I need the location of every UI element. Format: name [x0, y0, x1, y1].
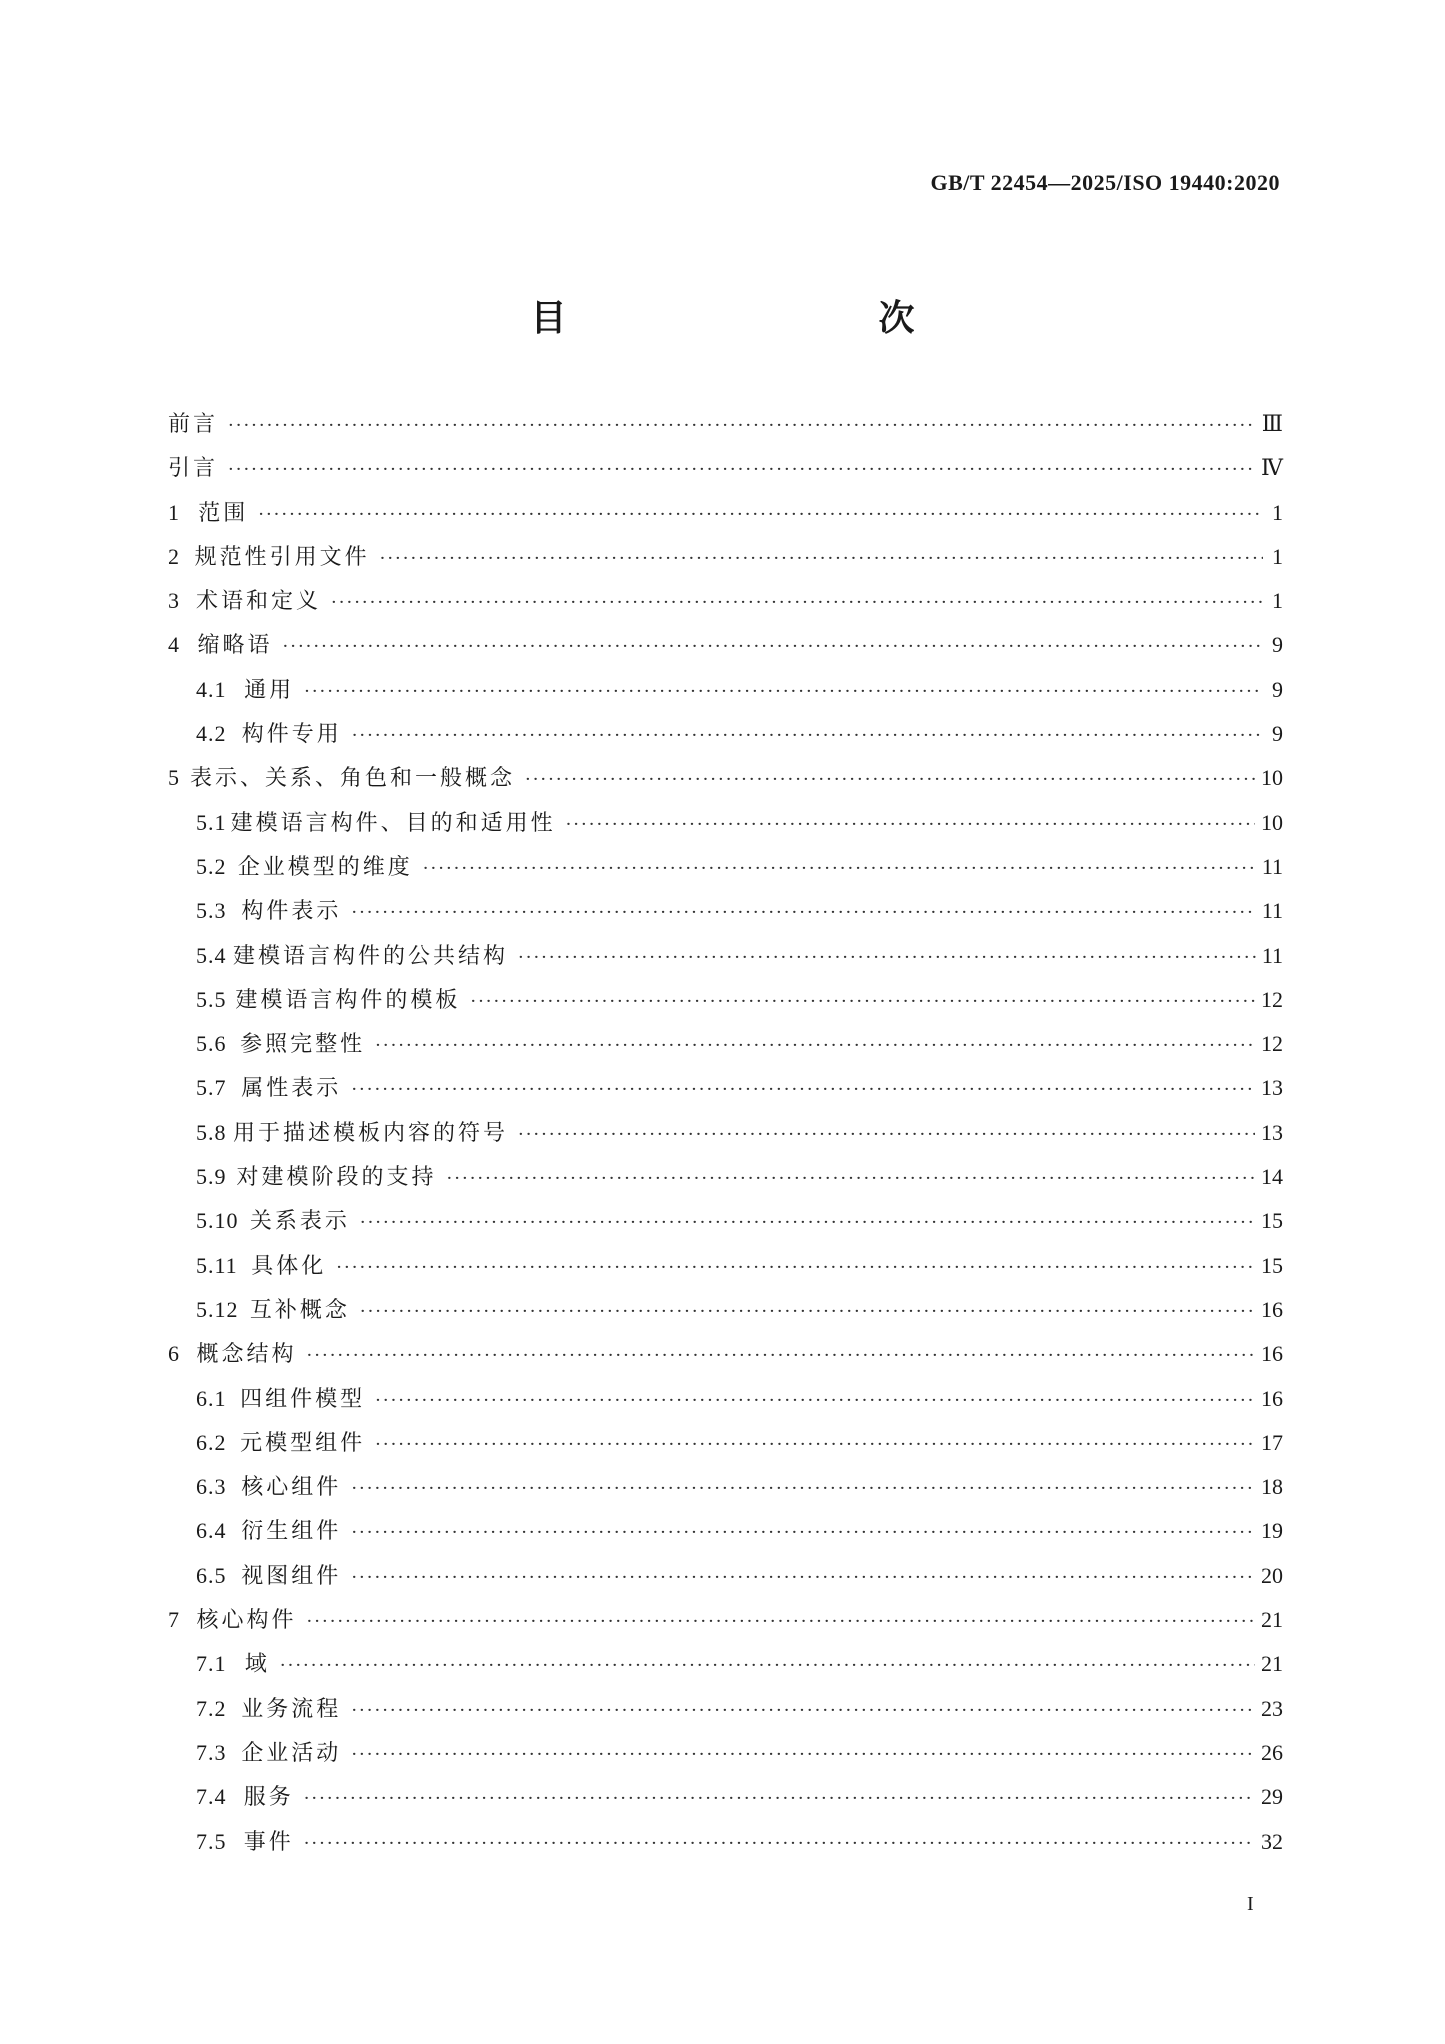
toc-entry	[168, 939, 1283, 983]
toc-entry-page: 1	[1272, 499, 1283, 525]
toc-entry	[168, 850, 1283, 894]
toc-dot-leader	[307, 1611, 1255, 1632]
toc-entry-page: 16	[1261, 1385, 1283, 1411]
toc-entry-number: 5.6	[196, 1031, 227, 1057]
toc-entry-page: 17	[1261, 1429, 1283, 1455]
toc-entry-label: 具体化	[251, 1253, 327, 1279]
toc-entry-page: 9	[1272, 632, 1283, 658]
toc-entry	[168, 1249, 1283, 1293]
toc-entry	[168, 1204, 1283, 1248]
toc-dot-leader	[525, 769, 1255, 790]
table-of-contents	[168, 407, 1283, 1869]
toc-entry-page: 10	[1261, 809, 1283, 835]
toc-entry-page: 20	[1261, 1562, 1283, 1588]
toc-entry-number: 7	[168, 1607, 180, 1633]
toc-entry-number: 3	[168, 588, 180, 614]
toc-entry	[168, 584, 1283, 628]
toc-dot-leader	[518, 947, 1256, 968]
toc-entry-label: 域	[244, 1652, 270, 1678]
toc-dot-leader	[351, 902, 1255, 923]
toc-entry-label: 构件表示	[241, 899, 342, 925]
toc-entry-label: 事件	[243, 1829, 294, 1855]
toc-entry	[168, 1382, 1283, 1426]
toc-entry-page: 9	[1272, 676, 1283, 702]
toc-dot-leader	[283, 636, 1264, 657]
toc-dot-leader	[375, 1390, 1255, 1411]
toc-entry-page: 23	[1261, 1695, 1283, 1721]
toc-entry	[168, 983, 1283, 1027]
toc-dot-leader	[360, 1301, 1255, 1322]
toc-entry	[168, 1071, 1283, 1115]
toc-entry-number: 5.7	[196, 1075, 227, 1101]
toc-dot-leader	[304, 1788, 1255, 1809]
toc-entry	[168, 894, 1283, 938]
toc-entry-page: 11	[1261, 942, 1283, 968]
toc-entry-label: 企业模型的维度	[237, 854, 413, 880]
toc-entry-label: 建模语言构件的公共结构	[232, 943, 508, 969]
toc-entry-number: 5.8	[196, 1119, 227, 1145]
toc-entry-number: 5.1	[196, 809, 227, 835]
toc-entry	[168, 1647, 1283, 1691]
toc-entry	[168, 540, 1283, 584]
toc-entry-page: Ⅳ	[1261, 455, 1283, 481]
toc-entry-page: 1	[1272, 588, 1283, 614]
toc-dot-leader	[375, 1434, 1255, 1455]
toc-entry-page: 13	[1261, 1119, 1283, 1145]
toc-entry	[168, 1559, 1283, 1603]
toc-dot-leader	[351, 1744, 1255, 1765]
toc-entry-number: 6.4	[196, 1518, 227, 1544]
toc-entry-number: 6	[168, 1341, 180, 1367]
toc-entry	[168, 451, 1283, 495]
toc-entry	[168, 1027, 1283, 1071]
toc-entry-label: 业务流程	[241, 1696, 342, 1722]
toc-entry-label: 缩略语	[197, 633, 273, 659]
toc-entry-label: 建模语言构件的模板	[235, 987, 461, 1013]
toc-entry-number: 5.3	[196, 898, 227, 924]
toc-dot-leader	[351, 1700, 1255, 1721]
page-folio: I	[1247, 1893, 1254, 1915]
toc-entry	[168, 1337, 1283, 1381]
toc-entry-label: 引言	[168, 456, 219, 482]
toc-entry	[168, 1426, 1283, 1470]
toc-entry-page: 18	[1261, 1474, 1283, 1500]
toc-dot-leader	[518, 1124, 1255, 1145]
toc-entry-page: 21	[1261, 1651, 1283, 1677]
toc-dot-leader	[380, 548, 1263, 569]
toc-entry-page: 1	[1272, 543, 1283, 569]
toc-entry-label: 范围	[198, 500, 249, 526]
toc-entry-page: 12	[1261, 1031, 1283, 1057]
toc-entry-page: 12	[1261, 986, 1283, 1012]
toc-entry-page: 15	[1261, 1208, 1283, 1234]
toc-dot-leader	[351, 1079, 1255, 1100]
toc-entry-label: 用于描述模板内容的符号	[232, 1120, 508, 1146]
toc-entry-label: 互补概念	[249, 1297, 350, 1323]
toc-entry-label: 参照完整性	[240, 1032, 366, 1058]
toc-entry-number: 5.2	[196, 853, 227, 879]
toc-entry	[168, 628, 1283, 672]
toc-entry-number: 5.5	[196, 986, 227, 1012]
toc-entry	[168, 1514, 1283, 1558]
toc-entry-page: Ⅲ	[1261, 411, 1283, 436]
toc-dot-leader	[331, 592, 1263, 613]
toc-entry-label: 概念结构	[196, 1342, 297, 1368]
toc-entry	[168, 407, 1283, 451]
toc-entry-page: 9	[1272, 721, 1283, 747]
toc-entry	[168, 1116, 1283, 1160]
toc-dot-leader	[304, 681, 1263, 702]
toc-entry-page: 21	[1261, 1607, 1283, 1633]
toc-entry	[168, 673, 1283, 717]
toc-entry-number: 6.3	[196, 1474, 227, 1500]
toc-entry-label: 核心组件	[241, 1475, 342, 1501]
toc-entry-label: 建模语言构件、目的和适用性	[230, 810, 556, 836]
toc-entry-page: 26	[1261, 1739, 1283, 1765]
toc-entry-page: 13	[1261, 1075, 1283, 1101]
toc-entry-label: 前言	[168, 412, 219, 437]
toc-entry-page: 15	[1261, 1252, 1283, 1278]
toc-entry-label: 表示、关系、角色和一般概念	[189, 766, 515, 792]
toc-entry-number: 1	[168, 499, 180, 525]
toc-entry-label: 视图组件	[241, 1563, 342, 1589]
toc-entry-label: 通用	[244, 677, 295, 703]
toc-dot-leader	[280, 1655, 1255, 1676]
toc-entry-label: 属性表示	[241, 1076, 342, 1102]
toc-entry-number: 4	[168, 632, 180, 658]
toc-entry-number: 2	[168, 543, 180, 569]
toc-entry-page: 19	[1261, 1518, 1283, 1544]
toc-entry	[168, 1293, 1283, 1337]
toc-entry-number: 5	[168, 765, 180, 791]
toc-entry-page: 14	[1261, 1164, 1283, 1190]
toc-dot-leader	[423, 858, 1256, 879]
toc-entry	[168, 1692, 1283, 1736]
toc-entry	[168, 1160, 1283, 1204]
toc-entry	[168, 761, 1283, 805]
toc-entry-page: 16	[1261, 1296, 1283, 1322]
toc-entry-number: 6.5	[196, 1562, 227, 1588]
toc-entry-number: 7.4	[196, 1784, 227, 1810]
toc-entry-number: 6.2	[196, 1429, 227, 1455]
toc-entry-label: 规范性引用文件	[194, 544, 370, 570]
toc-dot-leader	[258, 504, 1263, 525]
toc-dot-leader	[566, 814, 1255, 835]
toc-entry-label: 对建模阶段的支持	[236, 1165, 437, 1191]
toc-entry-page: 11	[1261, 853, 1283, 879]
toc-entry-number: 7.2	[196, 1695, 227, 1721]
toc-entry-number: 4.1	[196, 676, 227, 702]
toc-entry-label: 关系表示	[249, 1209, 350, 1235]
toc-entry-page: 29	[1261, 1784, 1283, 1810]
toc-dot-leader	[352, 725, 1263, 746]
toc-entry-label: 衍生组件	[241, 1519, 342, 1545]
toc-entry-number: 7.3	[196, 1739, 227, 1765]
toc-dot-leader	[351, 1478, 1255, 1499]
toc-entry-number: 5.4	[196, 942, 227, 968]
toc-dot-leader	[360, 1212, 1255, 1233]
toc-dot-leader	[375, 1035, 1255, 1056]
toc-entry-label: 核心构件	[196, 1608, 297, 1634]
toc-entry	[168, 1470, 1283, 1514]
toc-dot-leader	[304, 1833, 1255, 1854]
toc-entry-label: 服务	[243, 1785, 294, 1811]
toc-dot-leader	[351, 1567, 1255, 1588]
toc-dot-leader	[228, 415, 1256, 436]
toc-dot-leader	[336, 1257, 1255, 1278]
toc-entry-page: 11	[1261, 898, 1283, 924]
toc-entry-number: 7.1	[196, 1651, 227, 1677]
toc-entry-number: 7.5	[196, 1828, 227, 1854]
toc-entry	[168, 806, 1283, 850]
toc-entry-number: 6.1	[196, 1385, 227, 1411]
toc-entry	[168, 496, 1283, 540]
toc-entry-label: 构件专用	[241, 722, 342, 748]
toc-entry-page: 10	[1261, 765, 1283, 791]
toc-entry-label: 四组件模型	[240, 1386, 366, 1412]
toc-entry-number: 5.10	[196, 1208, 239, 1234]
toc-entry-number: 5.9	[196, 1164, 227, 1190]
toc-dot-leader	[447, 1168, 1255, 1189]
toc-entry-label: 术语和定义	[196, 589, 322, 615]
toc-entry-number: 4.2	[196, 721, 227, 747]
toc-entry-label: 企业活动	[241, 1740, 342, 1766]
toc-dot-leader	[228, 459, 1255, 480]
toc-entry	[168, 1603, 1283, 1647]
toc-entry-page: 32	[1261, 1828, 1283, 1854]
standard-header: GB/T 22454—2025/ISO 19440:2020	[930, 170, 1280, 195]
toc-entry-page: 16	[1261, 1341, 1283, 1367]
toc-dot-leader	[470, 991, 1255, 1012]
toc-entry-number: 5.12	[196, 1296, 239, 1322]
page-title: 目 次	[530, 298, 995, 339]
toc-entry	[168, 1736, 1283, 1780]
toc-entry	[168, 1780, 1283, 1824]
toc-dot-leader	[351, 1522, 1255, 1543]
toc-entry-number: 5.11	[196, 1252, 238, 1278]
toc-dot-leader	[307, 1345, 1255, 1366]
toc-entry-label: 元模型组件	[240, 1430, 366, 1456]
toc-entry	[168, 717, 1283, 761]
toc-entry	[168, 1825, 1283, 1869]
